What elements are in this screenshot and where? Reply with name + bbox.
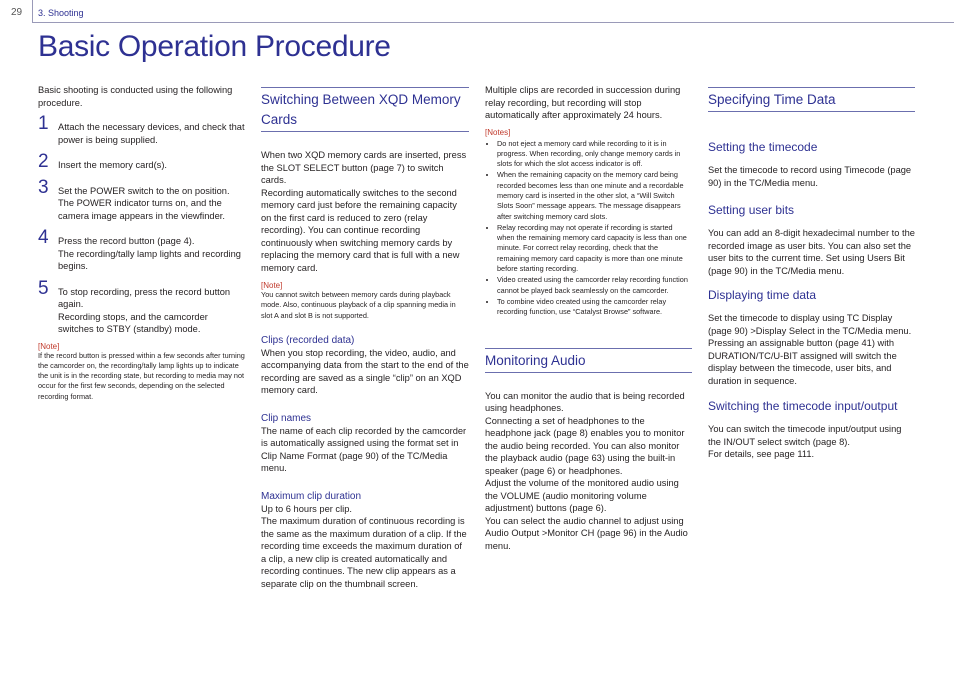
userbits-heading: Setting user bits bbox=[708, 203, 795, 217]
column-relay-audio bbox=[485, 84, 692, 552]
note-label: [Note] bbox=[38, 341, 60, 351]
step-number: 4 bbox=[38, 227, 49, 248]
column-procedure bbox=[38, 84, 246, 402]
step-text: To stop recording, press the record button again. Recording stops, and the camcorder switches to STBY (standby) mode. bbox=[58, 286, 231, 334]
display-heading: Displaying time data bbox=[708, 288, 817, 302]
intro-text: Basic shooting is conducted using the following procedure. bbox=[38, 85, 233, 108]
step-text: Press the record button (page 4). The recording/tally lamp lights and recording begins. bbox=[58, 236, 241, 271]
step-number: 5 bbox=[38, 277, 49, 299]
notes-list bbox=[485, 139, 692, 318]
relay-text: Multiple clips are recorded in succession during relay recording, but recording will stop automatically after approximately 24 hours. bbox=[485, 85, 681, 120]
timecode-text: Set the timecode to record using Timecode (page 90) in the TC/Media menu. bbox=[708, 165, 912, 188]
names-heading: Clip names bbox=[261, 412, 312, 424]
column-time-data bbox=[708, 87, 915, 461]
xqd-note-text: You cannot switch between memory cards during playback mode. Also, continuous playback of a clip spanning media in slot A and slot B is not supported. bbox=[261, 290, 456, 320]
clips-text: When you stop recording, the video, audio, and accompanying data from the start to the end of the recording are saved as a single “clip” on an XQD memory card. bbox=[261, 347, 469, 396]
section-heading-xqd: Switching Between XQD Memory Cards bbox=[261, 87, 469, 132]
section-heading-audio: Monitoring Audio bbox=[485, 348, 692, 373]
io-text: You can switch the timecode input/output using the IN/OUT select switch (page 8). For details, see page 111. bbox=[708, 424, 902, 459]
note-item: • When the remaining capacity on the memory card being recorded becomes less than one minute and a recordable memory card is inserted in the other slot, a “Will Switch Slots Soon” message appears. The message disappears after switching memory card slots. bbox=[497, 170, 692, 221]
duration-text: Up to 6 hours per clip. The maximum duration of continuous recording is the same as the maximum duration of a clip. If the recording time exceeds the maximum duration of a clip, a new clip is created automatically and recording continues. The new clip appears as a separate clip on the thumbnail screen. bbox=[261, 503, 467, 589]
page-header bbox=[0, 0, 954, 24]
page-number: 29 bbox=[11, 7, 23, 18]
step-number: 3 bbox=[38, 176, 49, 198]
step-text: Insert the memory card(s). bbox=[58, 160, 168, 170]
userbits-text: You can add an 8-digit hexadecimal number to the recorded image as user bits. You can also set the user bits to the current time. Set using Users Bit (page 90) in the TC/Media menu. bbox=[708, 228, 915, 276]
step-item bbox=[38, 176, 246, 223]
io-heading: Switching the timecode input/output bbox=[708, 399, 898, 413]
step-list bbox=[38, 115, 246, 336]
header-rule bbox=[32, 22, 954, 23]
step-text: Attach the necessary devices, and check that power is being supplied. bbox=[58, 122, 245, 145]
clips-heading: Clips (recorded data) bbox=[261, 334, 355, 346]
header-separator bbox=[32, 0, 33, 22]
note-text: If the record button is pressed within a few seconds after turning the camcorder on, the recording/tally lamp lights up to indicate the unit is in the recording state, but recording to media may not occur for the first few seconds, depending on the selected recording format. bbox=[38, 350, 245, 401]
section-link[interactable]: 3. Shooting bbox=[38, 8, 84, 18]
note-item: • Video created using the camcorder relay recording function cannot be played back seamlessly on the camcorder. bbox=[497, 275, 692, 296]
timecode-heading: Setting the timecode bbox=[708, 140, 818, 154]
note-item: • To combine video created using the camcorder relay recording function, use “Catalyst Browse” software. bbox=[497, 297, 692, 318]
audio-text: You can monitor the audio that is being recorded using headphones. Connecting a set of headphones to the headphone jack (page 8) enables you to monitor the audio being recorded. You can also monitor the playback audio (page 63) using the built-in speaker (page 6) or headphones. Adjust the volume of the monitored audio using the VOLUME (audio monitoring volume adjustment) buttons (page 6). You can select the audio channel to adjust using Audio Output >Monitor CH (page 96) in the Audio menu. bbox=[485, 390, 688, 551]
step-item bbox=[38, 115, 246, 146]
column-xqd bbox=[261, 87, 469, 590]
names-text: The name of each clip recorded by the camcorder is automatically assigned using the format set in Clip Name Format (page 90) of the TC/Media menu. bbox=[261, 425, 467, 474]
step-number: 2 bbox=[38, 151, 49, 172]
xqd-text: When two XQD memory cards are inserted, press the SLOT SELECT button (page 7) to switch cards. Recording automatically switches to the second memory card just before the remaining capacity on the first card is reduced to zero (relay recording). You can continue recording continuously when switching memory cards by replacing the memory card that is full with a new memory card. bbox=[261, 150, 467, 273]
note-item: • Relay recording may not operate if recording is started when the remaining memory card capacity is less than one minute. For correct relay recording, check that the remaining memory card capacity is more than one minute before starting recording. bbox=[497, 223, 692, 274]
page-title: Basic Operation Procedure bbox=[38, 30, 391, 63]
note-item: • Do not eject a memory card while recording to it is in progress. When recording, only change memory cards in slots for which the slot access indicator is off. bbox=[497, 139, 692, 170]
step-number: 1 bbox=[38, 113, 49, 134]
section-heading-time: Specifying Time Data bbox=[708, 87, 915, 112]
xqd-note-label: [Note] bbox=[261, 281, 283, 290]
step-text: Set the POWER switch to the on position. The POWER indicator turns on, and the camera image appears in the viewfinder. bbox=[58, 185, 230, 221]
notes-label: [Notes] bbox=[485, 127, 511, 137]
display-text: Set the timecode to display using TC Display (page 90) >Display Select in the TC/Media menu. Pressing an assignable button (page 41) with DURATION/TC/U-BIT assigned will switch the display between the timecode, user bits, and duration in sequence. bbox=[708, 313, 912, 386]
step-item bbox=[38, 153, 246, 172]
duration-heading: Maximum clip duration bbox=[261, 490, 362, 502]
step-item bbox=[38, 277, 246, 336]
step-item bbox=[38, 229, 246, 273]
